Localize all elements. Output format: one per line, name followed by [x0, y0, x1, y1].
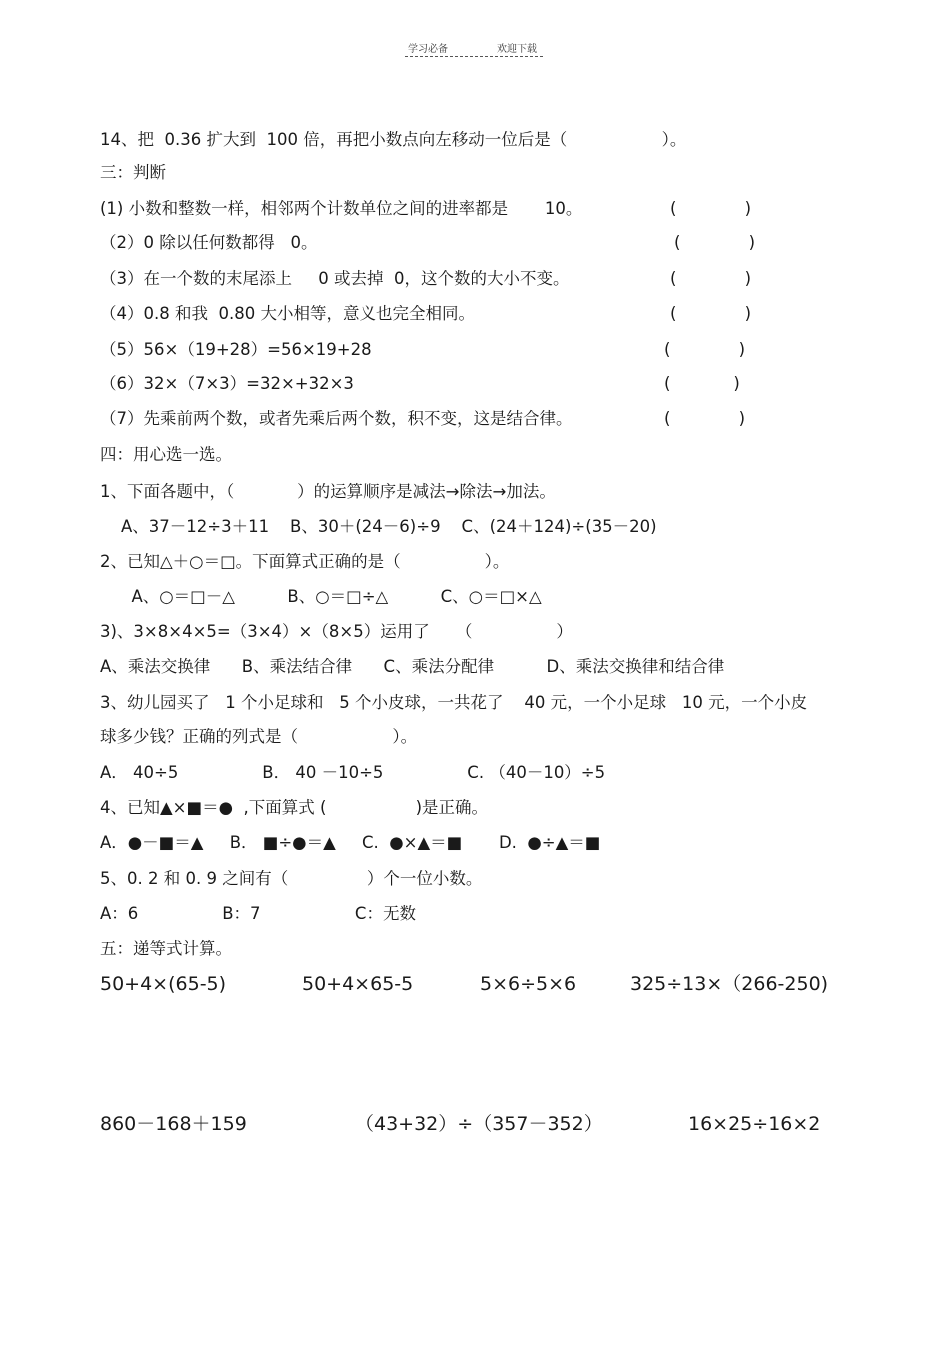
judge-item-7: （7）先乘前两个数，或者先乘后两个数，积不变，这是结合律。 — [100, 409, 573, 428]
calc-expression-6: （43+32）÷（357－352） — [355, 1113, 603, 1135]
section-5-title: 五：递等式计算。 — [100, 939, 232, 958]
question-14: 14、把 0.36 扩大到 100 倍，再把小数点向左移动一位后是（ ）。 — [100, 130, 687, 149]
judge-blank-1[interactable]: ( ) — [670, 199, 752, 218]
judge-blank-3[interactable]: ( ) — [670, 269, 752, 288]
choice-q5: 5、0. 2 和 0. 9 之间有（ ）个一位小数。 — [100, 869, 483, 888]
judge-blank-4[interactable]: ( ) — [670, 304, 752, 323]
choice-q3a: 3)、3×8×4×5=（3×4）×（8×5）运用了 （ ） — [100, 622, 573, 641]
judge-item-4: （4）0.8 和我 0.80 大小相等，意义也完全相同。 — [100, 304, 475, 323]
choice-q5-options: A：6 B：7 C：无数 — [100, 904, 416, 923]
choice-q2: 2、已知△＋○＝□。下面算式正确的是（ ）。 — [100, 552, 510, 571]
choice-q3b-line2: 球多少钱？正确的列式是（ ）。 — [100, 727, 418, 746]
section-3-title: 三：判断 — [100, 163, 166, 182]
choice-q4-options: A．●－■＝▲ B． ■÷●＝▲ C. ●×▲＝■ D. ●÷▲＝■ — [100, 833, 601, 852]
choice-q2-options: A、○＝□－△ B、○＝□÷△ C、○＝□×△ — [100, 587, 542, 606]
choice-q1: 1、下面各题中，（ ）的运算顺序是减法→除法→加法。 — [100, 482, 556, 501]
calc-expression-1: 50+4×(65-5) — [100, 973, 227, 995]
choice-q1-options: A、37－12÷3＋11 B、30＋(24－6)÷9 C、(24＋124)÷(35－20) — [100, 517, 657, 536]
choice-q3b-options: A． 40÷5 B． 40 －10÷5 C. （40－10）÷5 — [100, 763, 606, 782]
judge-item-3: （3）在一个数的末尾添上 0 或去掉 0，这个数的大小不变。 — [100, 269, 570, 288]
choice-q4: 4、已知▲×■＝● ,下面算式 ( )是正确。 — [100, 798, 489, 817]
section-4-title: 四：用心选一选。 — [100, 445, 232, 464]
judge-blank-7[interactable]: ( ) — [664, 409, 746, 428]
judge-blank-5[interactable]: ( ) — [664, 340, 746, 359]
judge-item-6: （6）32×（7×3）=32×+32×3 — [100, 374, 354, 393]
judge-item-1: (1) 小数和整数一样，相邻两个计数单位之间的进率都是 10。 — [100, 199, 583, 218]
judge-blank-6[interactable]: ( ) — [664, 374, 740, 393]
choice-q3a-options: A、乘法交换律 B、乘法结合律 C、乘法分配律 D、乘法交换律和结合律 — [100, 657, 725, 676]
judge-item-2: （2）0 除以任何数都得 0。 — [100, 233, 318, 252]
header-right-text: 欢迎下载 — [497, 44, 537, 55]
calc-expression-2: 50+4×65-5 — [302, 973, 414, 995]
calc-expression-5: 860－168＋159 — [100, 1113, 247, 1135]
calc-expression-4: 325÷13×（266-250) — [630, 973, 829, 995]
calc-expression-7: 16×25÷16×2 — [688, 1113, 821, 1135]
judge-item-5: （5）56×（19+28）=56×19+28 — [100, 340, 372, 359]
calc-expression-3: 5×6÷5×6 — [480, 973, 577, 995]
judge-blank-2[interactable]: ( ) — [674, 233, 756, 252]
choice-q3b-line1: 3、幼儿园买了 1 个小足球和 5 个小皮球，一共花了 40 元，一个小足球 10 元，一个小皮 — [100, 693, 808, 712]
page-header — [405, 38, 543, 57]
header-left-text: 学习必备 — [408, 44, 448, 55]
